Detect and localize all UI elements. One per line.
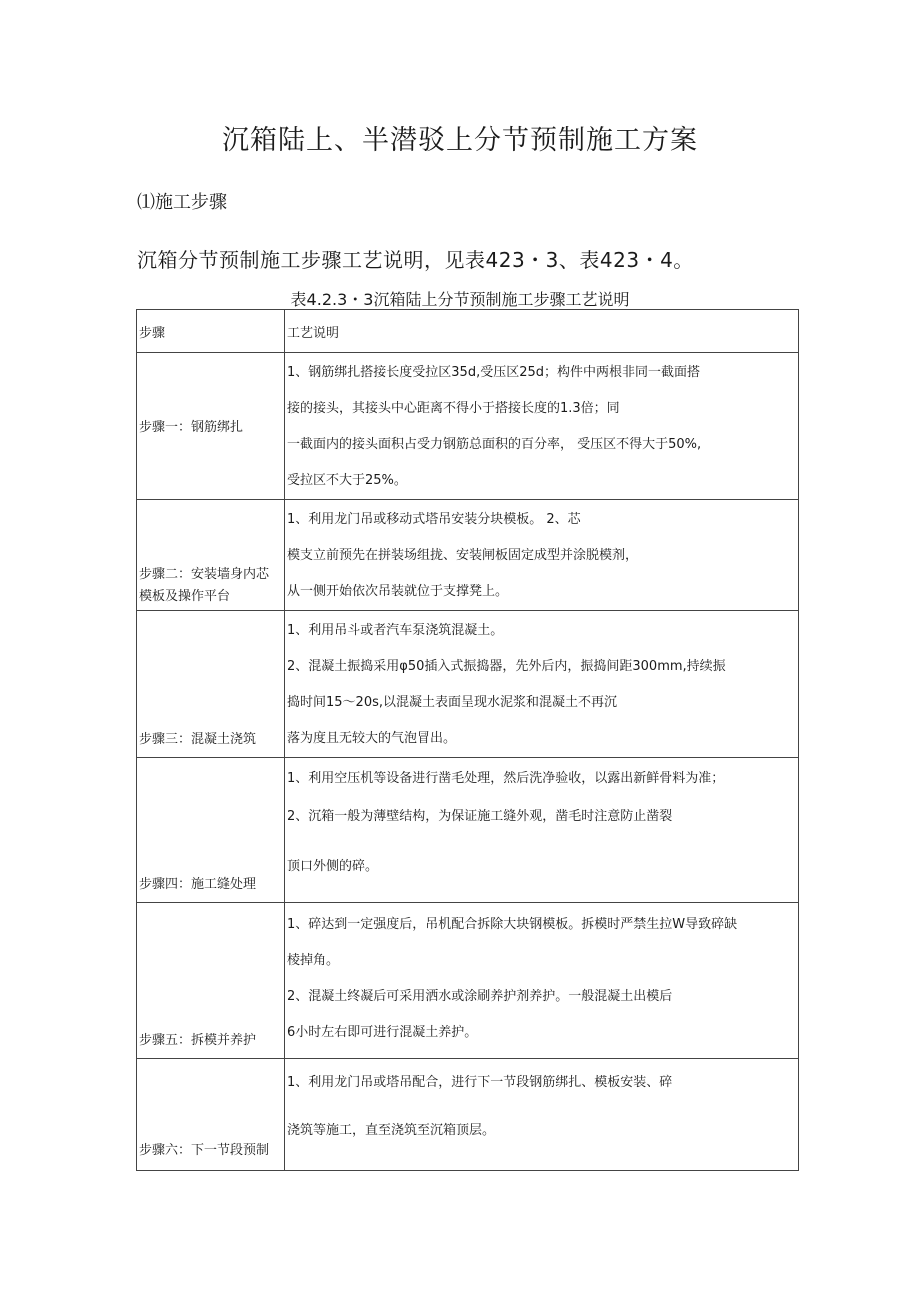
table-row (137, 611, 799, 758)
description-line: 模支立前预先在拼装场组拢、安装闸板固定成型并涂脱模剂， (287, 548, 639, 563)
section-heading: ⑴施工步骤 (137, 192, 227, 213)
description-cell (285, 1059, 799, 1171)
step-label: 步骤四：施工缝处理 (139, 877, 257, 892)
description-line: 落为度且无较大的气泡冒出。 (287, 731, 457, 746)
table-row (137, 353, 799, 500)
description-line: 2、混凝土振捣采用φ50插入式振捣器，先外后内，振捣间距300mm,持续振 (287, 659, 726, 674)
step-label: 步骤三：混凝土浇筑 (139, 732, 257, 747)
step-label: 步骤一：钢筋绑扎 (139, 420, 244, 435)
step-cell (137, 758, 285, 903)
description-line: 顶口外侧的碎。 (287, 859, 379, 874)
description-line: 捣时间15〜20s,以混凝土表面呈现水泥浆和混凝土不再沉 (287, 695, 617, 710)
header-description: 工艺说明 (285, 310, 799, 353)
step-cell (137, 903, 285, 1059)
description-line: 浇筑等施工，直至浇筑至沉箱顶层。 (287, 1123, 496, 1138)
table-caption: 表4.2.3・3沉箱陆上分节预制施工步骤工艺说明 (290, 290, 630, 309)
table-header-row (137, 310, 799, 353)
header-step: 步骤 (137, 310, 285, 353)
table-row (137, 500, 799, 611)
document-title: 沉箱陆上、半潜驳上分节预制施工方案 (222, 125, 698, 156)
description-cell (285, 353, 799, 500)
description-line: 1、利用龙门吊或移动式塔吊安装分块模板。 2、芯 (287, 512, 581, 527)
step-cell (137, 500, 285, 611)
description-line: 1、钢筋绑扎搭接长度受拉区35d,受压区25d；构件中两根非同一截面搭 (287, 365, 700, 380)
description-cell (285, 758, 799, 903)
description-line: 6小时左右即可进行混凝土养护。 (287, 1025, 478, 1040)
step-cell (137, 353, 285, 500)
table-row (137, 1059, 799, 1171)
intro-paragraph: 沉箱分节预制施工步骤工艺说明，见表423・3、表423・4。 (137, 248, 694, 272)
step-label: 步骤五：拆模并养护 (139, 1033, 257, 1048)
table-row (137, 903, 799, 1059)
description-cell (285, 611, 799, 758)
description-cell (285, 500, 799, 611)
description-line: 从一侧开始依次吊装就位于支撑凳上。 (287, 584, 509, 599)
description-line: 一截面内的接头面积占受力钢筋总面积的百分率， 受压区不得大于50%, (287, 437, 702, 452)
description-line: 1、利用空压机等设备进行凿毛处理，然后洗净验收，以露出新鲜骨料为准； (287, 771, 725, 786)
description-line: 1、碎达到一定强度后，吊机配合拆除大块钢模板。拆模时严禁生拉W导致碎缺 (287, 917, 738, 932)
description-line: 1、利用吊斗或者汽车泵浇筑混凝土。 (287, 623, 504, 638)
construction-steps-table (136, 309, 799, 1171)
step-label: 步骤六：下一节段预制 (139, 1143, 270, 1158)
step-cell (137, 1059, 285, 1171)
description-line: 1、利用龙门吊或塔吊配合，进行下一节段钢筋绑扎、模板安装、碎 (287, 1075, 673, 1090)
table-row (137, 758, 799, 903)
description-line: 受拉区不大于25%。 (287, 473, 407, 488)
description-line: 接的接头，其接头中心距离不得小于搭接长度的1.3倍；同 (287, 401, 620, 416)
description-line: 2、混凝土终凝后可采用洒水或涂刷养护剂养护。一般混凝土出模后 (287, 989, 673, 1004)
description-line: 棱掉角。 (287, 953, 340, 968)
step-cell (137, 611, 285, 758)
description-cell (285, 903, 799, 1059)
step-label: 步骤二：安装墙身内芯模板及操作平台 (139, 567, 270, 604)
description-line: 2、沉箱一般为薄壁结构，为保证施工缝外观，凿毛时注意防止凿裂 (287, 809, 673, 824)
